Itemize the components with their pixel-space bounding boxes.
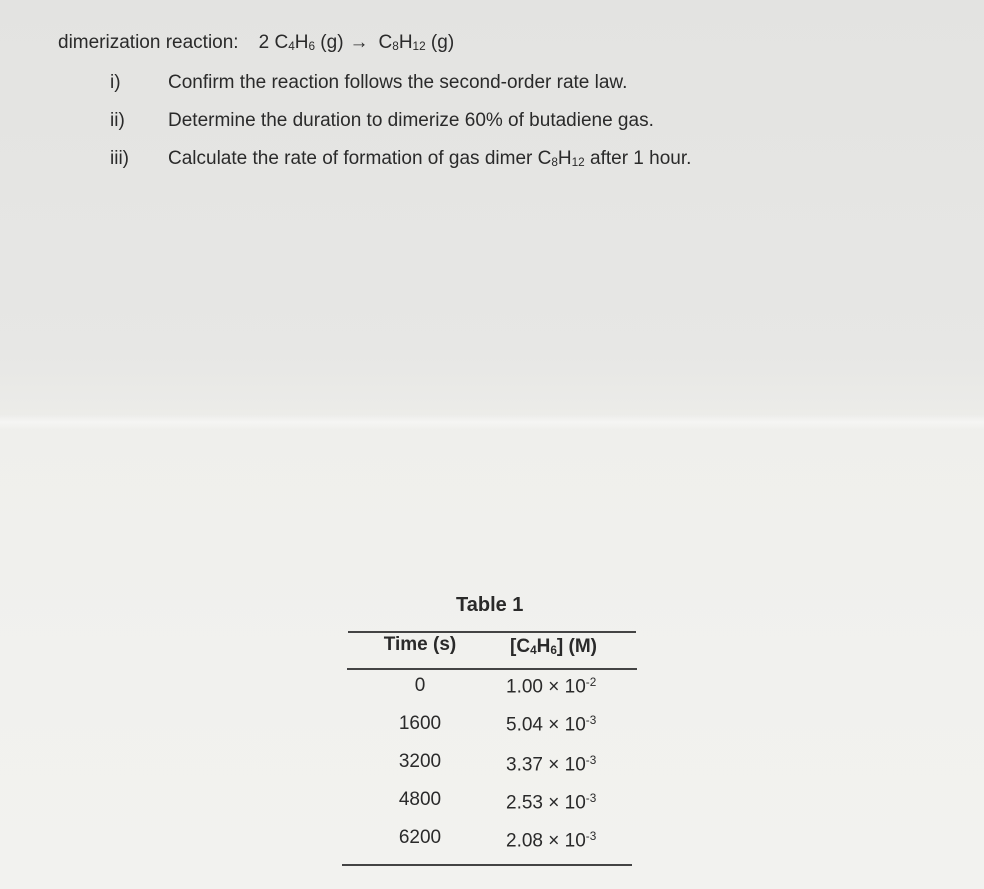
question-2 xyxy=(110,110,810,134)
header-concentration: $[C_4H_6]$ (M) xyxy=(510,636,597,658)
cell-concentration: $1.00 \times 10^{-2}$ xyxy=(506,676,597,698)
table-title: Table 1 xyxy=(456,594,524,616)
reaction-label: dimerization reaction: xyxy=(58,32,239,53)
question-text: Confirm the reaction follows the second-order rate law. xyxy=(168,72,628,93)
cell-time: 6200 xyxy=(398,827,442,848)
question-number: i) xyxy=(110,72,121,93)
light-band xyxy=(0,414,984,430)
reaction-line xyxy=(58,32,454,54)
cell-time: 3200 xyxy=(398,751,442,772)
question-number: ii) xyxy=(110,110,125,131)
table-bottom-rule xyxy=(342,864,632,866)
cell-concentration: $2.08 \times 10^{-3}$ xyxy=(506,830,597,852)
cell-concentration: $3.37 \times 10^{-3}$ xyxy=(506,754,597,776)
reaction-arrow: → xyxy=(349,32,369,53)
header-time: Time (s) xyxy=(383,634,457,655)
cell-concentration: $5.04 \times 10^{-3}$ xyxy=(506,714,597,736)
cell-time: 1600 xyxy=(398,713,442,734)
question-1 xyxy=(110,72,810,96)
cell-time: 4800 xyxy=(398,789,442,810)
table-top-rule xyxy=(348,631,636,633)
table-header-rule xyxy=(347,668,637,670)
question-3 xyxy=(110,148,810,172)
cell-time: 0 xyxy=(414,675,426,696)
question-text: Calculate the rate of formation of gas dimer $C_8H_{12}$ after 1 hour. xyxy=(168,148,692,170)
question-text: Determine the duration to dimerize 60% of butadiene gas. xyxy=(168,110,654,131)
cell-concentration: $2.53 \times 10^{-3}$ xyxy=(506,792,597,814)
question-number: iii) xyxy=(110,148,129,169)
reaction-equation: 2 $C_4H_6$ $(g) \to C_8H_{12}$ (g) xyxy=(258,32,455,54)
